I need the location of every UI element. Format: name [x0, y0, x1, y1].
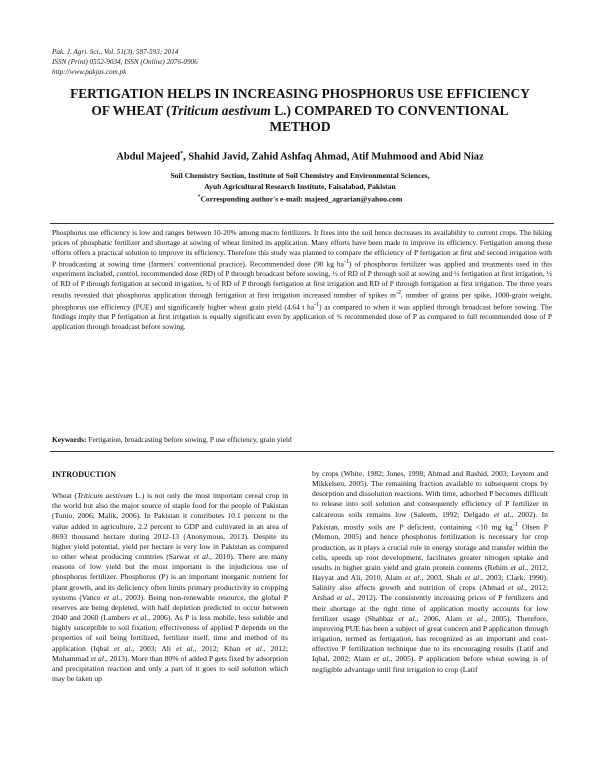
- title-part-2: L.) COMPARED TO CONVENTIONAL METHOD: [269, 102, 509, 134]
- paper-title: [60, 86, 540, 136]
- intro-right-f: ., 2003; Clark, 1990). Salinity also affects growth and nutrition of crops (Ahmad: [312, 573, 548, 593]
- intro-right-b: ., 2002). In Pakistan, mostly soils are P deficient, containing <10 mg kg: [312, 509, 548, 532]
- right-column: [312, 469, 548, 675]
- intro-right-h: ., 2012). The consistently increasing prices of P fertilizers and their shortage at the right time of application mostly accounts for low fertilizer usage (Shahbaz: [312, 593, 548, 623]
- intro-right-etal-9: et al: [373, 654, 389, 664]
- abstract-text-c: , number of grains per spike, 1000-grain weight, phosphorus use efficiency (PUE) and significantly higher wheat grain yield (4.64 t ha: [52, 290, 552, 312]
- intro-left-e: ., 2006). As P is less mobile, less soluble and highly susceptible to soil fixation; effectiveness of applied P depends on the properties of soil being fertilized, fertilizer itself, time and method of its application (Iqbal: [52, 613, 288, 653]
- intro-right-d: ., 2012, Hayyat and Ali, 2010, Alam: [312, 562, 548, 583]
- introduction-heading: INTRODUCTION: [52, 470, 117, 479]
- intro-right-c: Olsen P (Memon, 2005) and hence phosphorus fertilization is necessary for crop production, as it plays a crucial role in energy storage and transfer within the cells, speeds up root development, facilitates greater nitrogen uptake and results in higher grain yield and grain protein contents (Rehim: [312, 522, 548, 572]
- abstract-sup-1: -1: [343, 258, 350, 265]
- intro-left-i: ., 2013). More than 80% of added P gets fixed by adsorption and precipitation reaction and only a part of it goes to soil solution which may be taken up: [52, 653, 288, 683]
- corresponding-mark: *: [180, 151, 184, 157]
- intro-left-b: L.) is not only the most important cereal crop in the world but also the major source of staple food for the people of Pakistan (Tunio, 2006; Malik, 2006). In Pakistan it contributes 10.1 percent to the value added in agriculture, 2.2 percent to GDP and cultivated in an area of 8693 thousand hectare during 2012-13 (Anonymous, 2013). Despite its higher yield potential, yield per hectare is very low in Pakistan as compared to other wheat producing countries (Sarwar: [52, 491, 288, 562]
- intro-left-etal-4: et al: [114, 643, 131, 653]
- abstract-text-d: ) as compared to when it was applied through broadcast before sowing. The findings imply that P fertigation at first irrigation is equally significant even by application of ¾ recommended dose of P as compared to full recommended dose of P application through broadcast before sowing.: [52, 302, 552, 331]
- abstract-sup-3: -1: [314, 301, 320, 308]
- intro-left-c: ., 2010). There are many reasons of low yield but the most important is the injudicious use of phosphorus fertilizer. Phosphorus (P) is an important inorganic nutrient for plant growth, and its deficiency often limits primary productivity in cropping systems (Vance: [52, 552, 288, 602]
- intro-right-etal-3: et al: [405, 573, 420, 583]
- keywords: [52, 435, 552, 445]
- affiliation-line-1: Soil Chemistry Section, Institute of Soil Chemistry and Environmental Sciences,: [170, 171, 430, 180]
- intro-left-g: ., 2012; Khan: [192, 643, 246, 653]
- other-authors: , Shahid Javid, Zahid Ashfaq Ahmad, Atif Muhmood and Abid Niaz: [183, 151, 484, 163]
- intro-right-etal-7: et al: [398, 613, 415, 623]
- intro-right-etal-8: et al: [466, 613, 484, 623]
- journal-citation: Pak. J. Agri. Sci., Vol. 51(3), 587-593; 2014: [52, 48, 179, 56]
- introduction-paragraph-right: [312, 469, 548, 675]
- intro-left-d: ., 2003). Being non-renewable resource, the global P reserves are being depleted, with half depletion predicted to occur between 2040 and 2060 (Lambers: [52, 592, 288, 623]
- journal-issn: ISSN (Print) 0552-9034, ISSN (Online) 2076-0906: [52, 58, 198, 66]
- intro-right-sup-1: -1: [512, 520, 519, 528]
- left-column: [52, 470, 288, 684]
- abstract-text-b: ) of phosphorus fertilizer was applied and treatments used in this experiment included, control, recommended dose (RD) of P through broadcast before sowing, ½ of RD of P through soil at sowing and ½ fertigation at first irrigation, ½ of RD of P through fertigation at second irrigation, ¾ of RD of P through fertigation at first irrigation and RD of P through fertigation at first irrigation. The three years results revealed that phosphorus application through fertigation at first irrigation increased number of spikes m: [52, 259, 552, 300]
- intro-right-etal-5: et al: [508, 583, 524, 593]
- journal-url[interactable]: http://www.pakjas.com.pk: [52, 68, 127, 76]
- intro-right-i: ., 2006, Alam: [414, 613, 467, 623]
- intro-left-a: Wheat (: [52, 491, 78, 501]
- abstract-sup-2: -2: [395, 290, 401, 297]
- corresponding-author-email: Corresponding author's e-mail: majeed_agrarian@yahoo.com: [200, 194, 403, 204]
- introduction-paragraph-left: [52, 491, 288, 684]
- intro-left-species: Triticum aestivum: [77, 491, 133, 501]
- intro-left-etal-5: et al: [176, 643, 193, 653]
- title-part-1: FERTIGATION HELPS IN INCREASING PHOSPHORUS USE EFFICIENCY OF WHEAT (: [70, 86, 530, 118]
- intro-left-etal-2: et al: [103, 592, 119, 602]
- corresponding-author: [100, 192, 500, 205]
- first-author: Abdul Majeed: [116, 151, 181, 163]
- intro-right-a: by crops (White, 1982; Jones, 1998; Ahmad and Rashid, 2003; Leytem and Mikkelsen, 2005). The remaining fraction available to subsequent crops by desorption and dissolution reactions. With time, adsorbed P becomes difficult to release into soil solution and consequently efficiency of P fertilizer in calcareous soils remains low (Saleem, 1992; Delgado: [312, 469, 548, 519]
- affiliation-line-2: Ayub Agricultural Research Institute, Faisalabad, Pakistan: [204, 182, 396, 191]
- author-list: [52, 148, 548, 163]
- intro-right-etal-1: et al: [493, 509, 510, 519]
- affiliation: [100, 170, 500, 205]
- intro-right-etal-4: et al: [464, 573, 480, 583]
- intro-left-etal-7: et al: [90, 653, 104, 663]
- abstract-text-a: Phosphorus use efficiency is low and ranges between 10-20% among macro fertilizers. It fixes into the soil hence decreases its availability to current crops. The hiking prices of phosphatic fertilizer and shortage at sowing of wheat limited its application. Many efforts have been made to improve its efficiency. Fertigation among these efforts offers a practical solution to improve its efficiency. Therefore this study was planned to compare the efficiency of P fertigation at first and second irrigation with P broadcasting at sowing time (farmers' conventional practice). Recommended dose (90 kg ha: [52, 228, 552, 269]
- intro-left-h: ., 2012; Muhammad: [52, 643, 288, 663]
- intro-right-g: ., 2012; Arshad: [312, 583, 548, 603]
- intro-right-k: ., 2005). P application before wheat sowing is of negligible advantage until first irrigation to crop (Latif: [312, 654, 548, 674]
- intro-right-j: ., 2005). Therefore, improving PUE has been a subject of great concern and P application through irrigation, termed as fertigation, has recognized as an important and cost-effective P fertilization technique due to its encouraging results (Latif and Iqbal, 2002; Alam: [312, 613, 548, 664]
- title-species: Triticum aestivum: [170, 102, 271, 118]
- intro-left-etal-6: et al: [245, 643, 262, 653]
- intro-left-etal-1: et al: [193, 552, 209, 562]
- intro-right-etal-2: et al: [510, 562, 525, 572]
- intro-left-f: ., 2003; Ali: [130, 643, 177, 653]
- keywords-label: Keywords:: [52, 435, 87, 444]
- keywords-text: Fertigation, broadcasting before sowing, P use efficiency, grain yield: [86, 435, 292, 444]
- abstract-text: [52, 228, 552, 332]
- abstract-section: [50, 223, 554, 452]
- intro-left-etal-3: et al: [132, 613, 147, 623]
- corresponding-author-mark: *: [197, 194, 201, 200]
- journal-header: [52, 47, 198, 77]
- intro-right-e: ., 2003, Shah: [419, 573, 465, 583]
- intro-right-etal-6: et al: [336, 593, 352, 603]
